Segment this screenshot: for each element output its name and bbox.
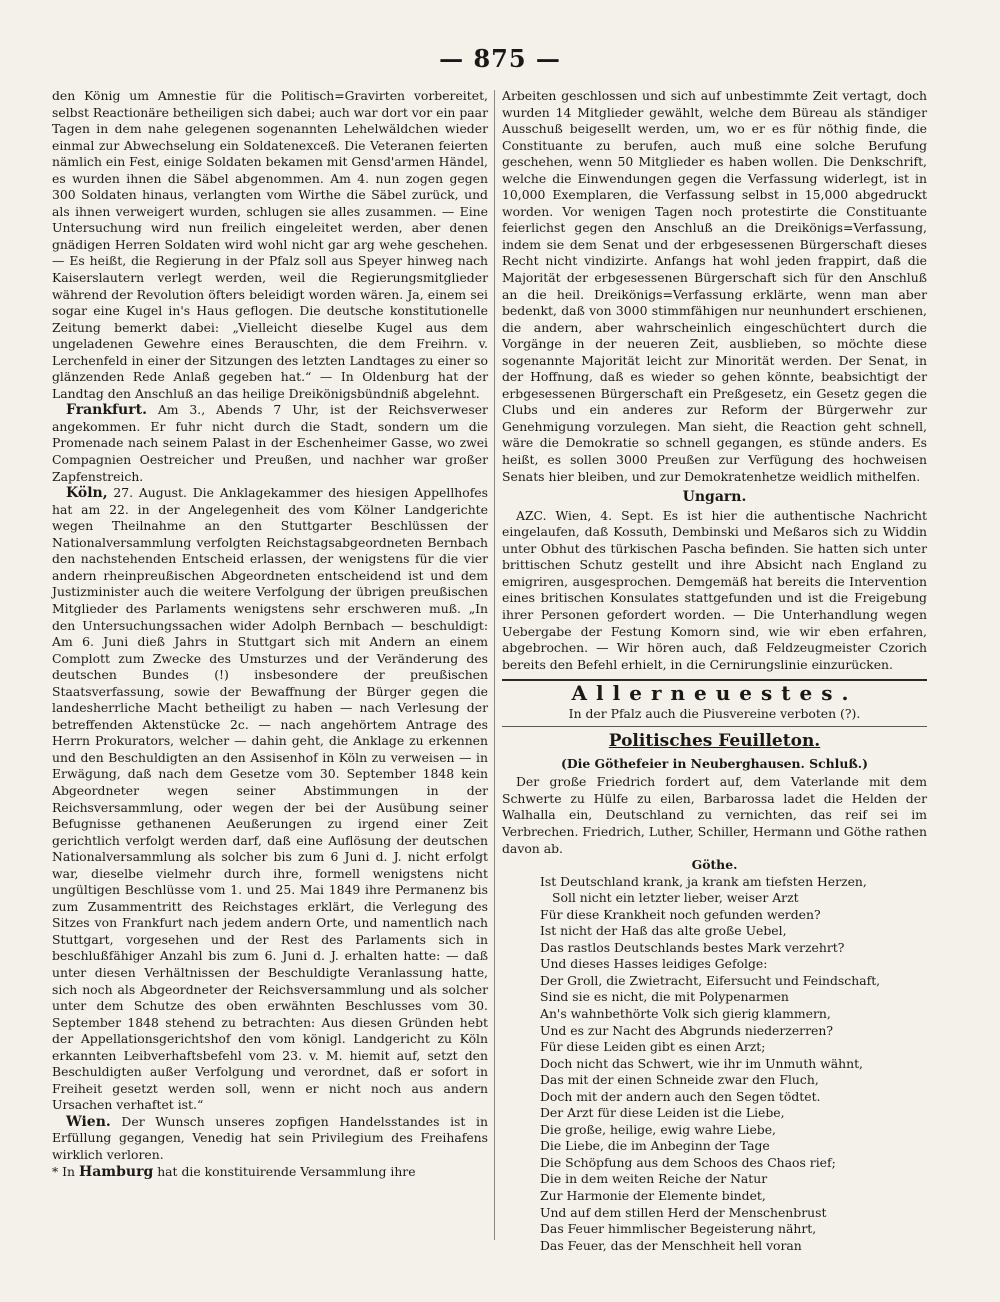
poem-line: Doch mit der andern auch den Segen tödtet.	[540, 1088, 821, 1104]
poem-line: Die Schöpfung aus dem Schoos des Chaos rief;	[540, 1154, 836, 1170]
feuilleton-intro: Der große Friedrich fordert auf, dem Vaterlande mit dem Schwerte zu Hülfe zu eilen, Barbarossa ladet die Helden der Walhalla ein, Deutschland zu vernichten, das reif sei im Verbrechen. Friedrich, Luther, Schiller, Hermann und Göthe rathen davon ab.	[502, 774, 927, 856]
hamburg-report	[52, 1164, 488, 1181]
frankfurt-text: Am 3., Abends 7 Uhr, ist der Reichsverweser angekommen. Er fuhr nicht durch die Stadt, sondern um die Promenade nach seinem Palast in der Eschenheimer Gasse, wo zwei Compagnien Oestreicher und Preußen, und nachher war großer Zapfenstreich.	[52, 402, 488, 484]
poem-line: Die in dem weiten Reiche der Natur	[540, 1171, 768, 1187]
frankfurt-dateline: Frankfurt.	[66, 402, 147, 419]
poem-line: Das Feuer himmlischer Begeisterung nährt,	[540, 1221, 817, 1237]
hamburg-dateline: Hamburg	[78, 1163, 154, 1180]
ungarn-report	[502, 508, 927, 673]
opening-paragraph: den König um Amnestie für die Politisch=Gravirten vorbereitet, selbst Reactionäre betheiligen sich dabei; auch war dort vor ein paar Tagen in dem nahe gelegenen sogenannten Lehelwäldchen wieder einmal zur Abwechselung ein Soldatenexceß. Die Veteranen feierten nämlich ein Fest, einige Soldaten bekamen mit Gensd'armen Händel, es wurden ihnen die Säbel abgenommen. Am 4. nun zogen gegen 300 Soldaten hinaus, verlangten vom Wirthe die Säbel zurück, und als ihnen verweigert wurden, schlugen sie alles zusammen. — Eine Untersuchung wird nun freilich eingeleitet werden, aber denen gnädigen Herren Soldaten wird wohl nicht gar arg wehe geschehen. — Es heißt, die Regierung in der Pfalz soll aus Speyer hinweg nach Kaiserslautern verlegt werden, weil die Regierungsmitglieder während der Revolution öfters beleidigt worden wären. Ja, einem sei sogar eine Kugel in's Haus geflogen. Die deutsche konstitutionelle Zeitung bemerkt dabei: „Vielleicht dieselbe Kugel aus dem ungeladenen Gewehre eines Berauschten, die dem Freihrn. v. Lerchenfeld in einer der Sitzungen des letzten Landtages zu einer so glänzenden Rede Anlaß gegeben hat.“ — In Oldenburg hat der Landtag den Anschluß an das heilige Dreikönigsbündniß abgelehnt.	[52, 88, 488, 401]
poem-line: Und dieses Hasses leidiges Gefolge:	[540, 956, 768, 972]
poem-line: Die Liebe, die im Anbeginn der Tage	[540, 1138, 770, 1154]
poem-line: Ist nicht der Haß das alte große Uebel,	[540, 923, 787, 939]
poem-line: Für diese Leiden gibt es einen Arzt;	[540, 1039, 766, 1055]
feuilleton-subtitle: (Die Göthefeier in Neuberghausen. Schluß.)	[561, 755, 868, 771]
koeln-text: Die Anklagekammer des hiesigen Appellhofes hat am 22. in der Angelegenheit des vom Kölner Landgerichte wegen Theilnahme an den Stuttgarter Beschlüssen der Nationalversammlung verfolgten Reichstagsabgeordneten Bernbach den nachstehenden Entscheid erlassen, der wenigstens für die vier andern rheinpreußischen Abgeordneten entscheidend ist und dem Justizminister auch die weitere Verfolgung der übrigen preußischen Mitglieder des Parlaments wenigstens sehr erschweren muß. „In den Untersuchungssachen wider Adolph Bernbach — beschuldigt: Am 6. Juni dieß Jahrs in Stuttgart sich mit Andern an einem Complott zum Zwecke des Umsturzes und der Veränderung des deutschen Bundes (!) insbesondere der preußischen Staatsverfassung, sowie der Bewaffnung der Bürger gegen die landesherrliche Macht betheiligt zu haben — nach Verlesung der betreffenden Aktenstücke 2c. — nach angehörtem Antrage des Herrn Prokurators, welcher — dahin geht, die Anklage zu erkennen und den Beschuldigten an den Assisenhof in Köln zu verweisen — in Erwägung, daß nach dem Gesetze vom 30. September 1848 kein Abgeordneter wegen seiner Abstimmungen in der Reichsversammlung, oder wegen der bei der Ausübung seiner Befugnisse gethanenen Aeußerungen zu irgend einer Zeit gerichtlich verfolgt werden darf, daß eine Auflösung der deutschen Nationalversammlung als solcher bis zum 6 Juni d. J. nicht erfolgt war, dieselbe vielmehr durch ihre, formell wenigstens nicht ungültigen Beschlüsse vom 1. und 25. Mai 1849 ihre Permanenz bis zum Zusammentritt des Reichstages erklärt, die Verlegung des Sitzes von Frankfurt nach jedem andern Orte, und namentlich nach Stuttgart, vorgesehen und der Rest des Parlaments sich in beschlußfähiger Anzahl bis zum 6. Juni d. J. erhalten hatte: — daß unter diesen Verhältnissen der Beschuldigte Veranlassung hatte, sich noch als Abgeordneter der Reichsversammlung und als solcher unter dem Schutze des oben erwähnten Beschlusses vom 30. September 1848 stehend zu betrachten: Aus diesen Gründen hebt der Appellationsgerichtshof den vom königl. Landgericht zu Köln erkannten Leibverhaftsbefehl vom 23. v. M. hiemit auf, setzt den Beschuldigten außer Verfolgung und verordnet, daß er sofort in Freiheit gesetzt werden soll, wenn er nicht noch aus andern Ursachen verhaftet ist.“	[52, 485, 488, 1113]
feuilleton-title: Politisches Feuilleton.	[608, 731, 821, 752]
poem-line: Zur Harmonie der Elemente bindet,	[540, 1188, 766, 1203]
poem-line: Soll nicht ein letzter lieber, weiser Arzt	[552, 890, 799, 906]
left-column	[52, 88, 488, 1248]
koeln-report	[52, 485, 488, 1114]
poem-line: Die große, heilige, ewig wahre Liebe,	[540, 1121, 776, 1137]
poem-line: Der Arzt für diese Leiden ist die Liebe,	[540, 1105, 785, 1121]
poem-line: An's wahnbethörte Volk sich gierig klammern,	[540, 1005, 831, 1021]
wien-text: Der Wunsch unseres zopfigen Handelsstandes ist in Erfüllung gegangen, Venedig hat sein Privilegium des Freihafens wirklich verloren.	[52, 1113, 488, 1162]
poem-line: Der Groll, die Zwietracht, Eifersucht und Feindschaft,	[540, 972, 881, 988]
poem-line: Das rastlos Deutschlands bestes Mark verzehrt?	[540, 939, 845, 955]
wien-report	[52, 1114, 488, 1164]
section-rule-thin	[502, 726, 927, 727]
poem-line: Und auf dem stillen Herd der Menschenbrust	[540, 1204, 827, 1220]
ungarn-dateline: AZC. Wien, 4. Sept.	[516, 507, 654, 523]
poem-line: Das mit der einen Schneide zwar den Fluch,	[540, 1072, 819, 1088]
poem-speaker: Göthe.	[691, 857, 738, 873]
koeln-date: 27. August.	[113, 485, 187, 501]
poem-line: Ist Deutschland krank, ja krank am tiefsten Herzen,	[540, 873, 867, 889]
wien-dateline: Wien.	[66, 1113, 111, 1130]
ungarn-heading: Ungarn.	[682, 489, 747, 506]
koeln-dateline: Köln,	[66, 485, 108, 502]
poem-line: Doch nicht das Schwert, wie ihr im Unmuth wähnt,	[540, 1055, 863, 1071]
right-column	[502, 88, 927, 1253]
ungarn-text: Es ist hier die authentische Nachricht eingelaufen, daß Kossuth, Dembinski und Meßaros sich zu Widdin unter Obhut des türkischen Pascha befinden. Sie hatten sich unter brittischen Schutz gestellt und ihre Absicht nach England zu emigriren, ausgesprochen. Demgemäß hat bereits die Intervention eines britischen Konsulates stattgefunden und ist die Freigebung ihrer Personen gefordert worden. — Die Unterhandlung wegen Uebergabe der Festung Komorn sind, wie wir eben erfahren, abgebrochen. — Wir hören auch, daß Feldzeugmeister Czorich bereits den Befehl erhielt, in die Cernirungslinie einzurücken.	[502, 507, 927, 672]
latest-news-banner: Allerneuestes.	[571, 681, 858, 706]
poem-line: Sind sie es nicht, die mit Polypenarmen	[540, 989, 789, 1005]
poem-line: Und es zur Nacht des Abgrunds niederzerren?	[540, 1022, 833, 1038]
poem-line: Für diese Krankheit noch gefunden werden?	[540, 906, 821, 922]
page-number: — 875 —	[439, 44, 561, 73]
latest-news-text: In der Pfalz auch die Piusvereine verboten (?).	[568, 705, 861, 721]
footnote-marker: *	[52, 1163, 59, 1179]
frankfurt-report	[52, 402, 488, 485]
hamburg-continuation: Arbeiten geschlossen und sich auf unbestimmte Zeit vertagt, doch wurden 14 Mitglieder gewählt, welche dem Büreau als ständiger Ausschuß beigesellt werden, um, wo er es für nöthig finde, die Constituante zu berufen, auch muß eine solche Berufung geschehen, wenn 50 Mitglieder es haben wollen. Die Denkschrift, welche die Einwendungen gegen die Verfassung widerlegt, ist in 10,000 Exemplaren, die Verfassung selbst in 15,000 abgedruckt worden. Vor wenigen Tagen noch protestirte die Constituante feierlichst gegen den Anschluß an die Dreikönigs=Verfassung, indem sie dem Senat und der erbgesessenen Bürgerschaft dieses Recht nicht vindizirte. Anfangs hat wohl jeden frappirt, daß die Majorität der erbgesessenen Bürgerschaft sich für den Anschluß an die heil. Dreikönigs=Verfassung erklärte, wenn man aber bedenkt, daß von 3000 stimmfähigen nur neunhundert erschienen, die andern, aber wahrscheinlich eingeschüchtert durch die Vorgänge in der neueren Zeit, ausblieben, so möchte diese sogenannte Majorität leicht zur Minorität werden. Der Senat, in der Hoffnung, daß es wieder so gehen könnte, beabsichtigt der erbgesessenen Bürgerschaft ein Preßgesetz, ein Gesetz gegen die Clubs und ein anderes zur Reform der Bürgerwehr zur Genehmigung vorzulegen. Man sieht, die Reaction geht schnell, wäre die Demokratie so schnell gegangen, es stünde anders. Es heißt, es sollen 3000 Preußen zur Verfügung des hochweisen Senats hier bleiben, und zur Demokratenhetze weidlich mithelfen.	[502, 88, 927, 484]
column-divider	[494, 90, 495, 1240]
poem-line: Das Feuer, das der Menschheit hell voran	[540, 1237, 802, 1253]
hamburg-text: hat die konstituirende Versammlung ihre	[157, 1163, 416, 1179]
poem	[540, 874, 927, 1255]
hamburg-lead: In	[62, 1163, 76, 1179]
